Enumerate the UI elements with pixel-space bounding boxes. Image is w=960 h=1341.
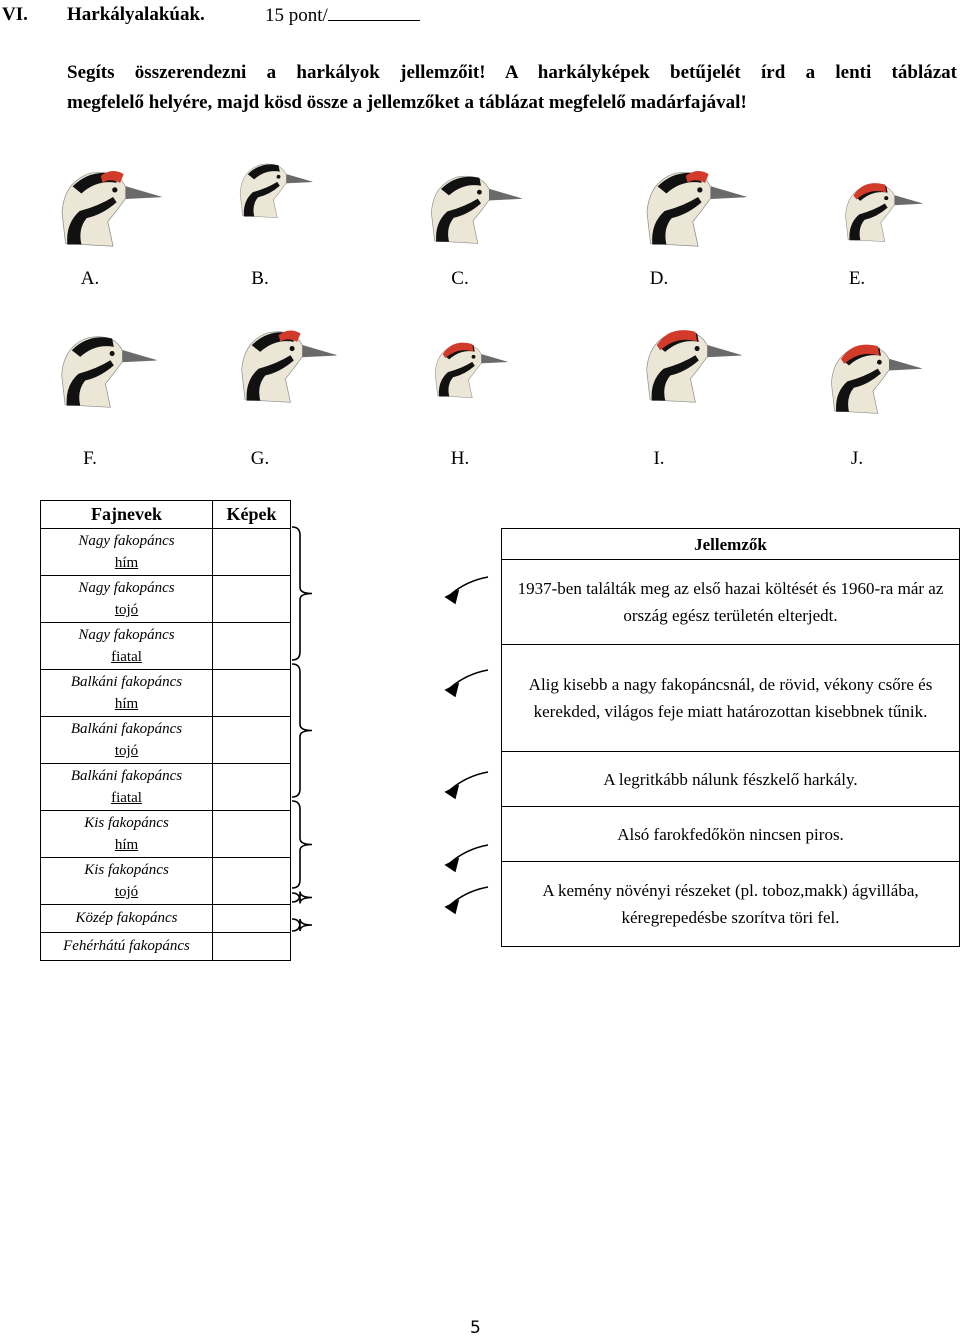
points-blank[interactable] [328, 4, 420, 21]
species-name-cell [41, 933, 213, 961]
woodpecker-head-image [840, 175, 925, 243]
species-sex: hím [114, 696, 139, 712]
bracket-shape [292, 801, 312, 888]
species-name-cell [41, 529, 213, 576]
species-sex: tojó [114, 602, 139, 618]
task-points [265, 4, 420, 27]
woodpecker-head-image [55, 160, 165, 248]
species-row [41, 764, 291, 811]
instruction-line-1: Segíts összerendezni a harkályok jellemzőit! A harkályképek betűjelét írd a lenti táblázat [67, 62, 957, 83]
species-name-cell [41, 858, 213, 905]
trait-cell[interactable]: Alig kisebb a nagy fakopáncsnál, de rövid, vékony csőre és kerekded, világos feje miatt határozottan kisebbnek tűnik. [502, 645, 960, 752]
instruction-line-2: megfelelő helyére, majd kösd össze a jellemzőket a táblázat megfelelő madárfajával! [67, 92, 747, 113]
species-row [41, 811, 291, 858]
trait-cell[interactable]: Alsó farokfedőkön nincsen piros. [502, 807, 960, 862]
bird-label: J. [850, 448, 864, 469]
bird-label: D. [649, 268, 669, 289]
species-sex: tojó [114, 743, 139, 759]
species-row [41, 717, 291, 764]
bracket-shape [292, 892, 312, 904]
species-sex: hím [114, 837, 139, 853]
bird-label: E. [848, 268, 866, 289]
brackets [290, 525, 325, 945]
species-name: Fehérhátú fakopáncs [63, 938, 190, 955]
bird-label: G. [250, 448, 270, 469]
bird-label: H. [450, 448, 470, 469]
species-name: Közép fakopáncs [75, 910, 178, 927]
picture-letter-cell[interactable] [213, 623, 291, 670]
bracket-shape [292, 664, 312, 797]
page-number: 5 [470, 1318, 481, 1338]
trait-cell[interactable]: A legritkább nálunk fészkelő harkály. [502, 752, 960, 807]
species-name: Kis fakopáncs [84, 861, 169, 878]
species-name: Balkáni fakopáncs [70, 720, 183, 737]
task-number: VI. [2, 4, 28, 25]
trait-cell[interactable]: 1937-ben találták meg az első hazai költését és 1960-ra már az ország egész területén elterjedt. [502, 560, 960, 645]
bird-label: I. [653, 448, 665, 469]
task-title: Harkályalakúak. [67, 4, 205, 25]
species-row [41, 670, 291, 717]
woodpecker-head-image [235, 320, 340, 404]
species-sex: hím [114, 555, 139, 571]
species-sex: tojó [114, 884, 139, 900]
species-sex: fiatal [111, 649, 142, 665]
species-header: Fajnevek [41, 501, 213, 529]
woodpecker-head-image [55, 325, 160, 409]
species-row [41, 576, 291, 623]
species-name: Balkáni fakopáncs [70, 767, 183, 784]
species-name: Nagy fakopáncs [78, 532, 175, 549]
species-row [41, 623, 291, 670]
picture-letter-cell[interactable] [213, 905, 291, 933]
species-name: Nagy fakopáncs [78, 626, 175, 643]
picture-letter-cell[interactable] [213, 858, 291, 905]
pictures-header: Képek [213, 501, 291, 529]
woodpecker-head-image [430, 335, 510, 399]
species-name: Kis fakopáncs [84, 814, 169, 831]
species-name-cell [41, 717, 213, 764]
woodpecker-head-image [425, 165, 525, 245]
picture-letter-cell[interactable] [213, 811, 291, 858]
species-name-cell [41, 811, 213, 858]
picture-letter-cell[interactable] [213, 670, 291, 717]
trait-cell[interactable]: A kemény növényi részeket (pl. toboz,makk) ágvillába, kéregrepedésbe szorítva töri fel. [502, 862, 960, 947]
bird-label: F. [83, 448, 97, 469]
bird-label: C. [451, 268, 469, 289]
picture-letter-cell[interactable] [213, 576, 291, 623]
bird-label: A. [80, 268, 100, 289]
species-sex: fiatal [111, 790, 142, 806]
species-name-cell [41, 576, 213, 623]
picture-letter-cell[interactable] [213, 717, 291, 764]
connector-arrows [438, 560, 508, 940]
species-name-cell [41, 764, 213, 811]
bracket-shape [292, 527, 312, 660]
traits-table [501, 528, 960, 947]
bracket-shape [292, 919, 312, 931]
species-row [41, 933, 291, 961]
picture-letter-cell[interactable] [213, 933, 291, 961]
species-name: Nagy fakopáncs [78, 579, 175, 596]
species-table [40, 500, 291, 961]
picture-letter-cell[interactable] [213, 764, 291, 811]
species-name-cell [41, 670, 213, 717]
woodpecker-head-image [235, 155, 315, 219]
species-row [41, 529, 291, 576]
woodpecker-head-image [640, 160, 750, 248]
species-name: Balkáni fakopáncs [70, 673, 183, 690]
species-name-cell [41, 905, 213, 933]
species-row [41, 858, 291, 905]
woodpecker-head-image [640, 320, 745, 404]
species-name-cell [41, 623, 213, 670]
traits-header: Jellemzők [502, 529, 960, 560]
species-row [41, 905, 291, 933]
woodpecker-head-image [825, 335, 925, 415]
bird-label: B. [251, 268, 269, 289]
picture-letter-cell[interactable] [213, 529, 291, 576]
task-points-label: 15 pont/ [265, 5, 328, 26]
